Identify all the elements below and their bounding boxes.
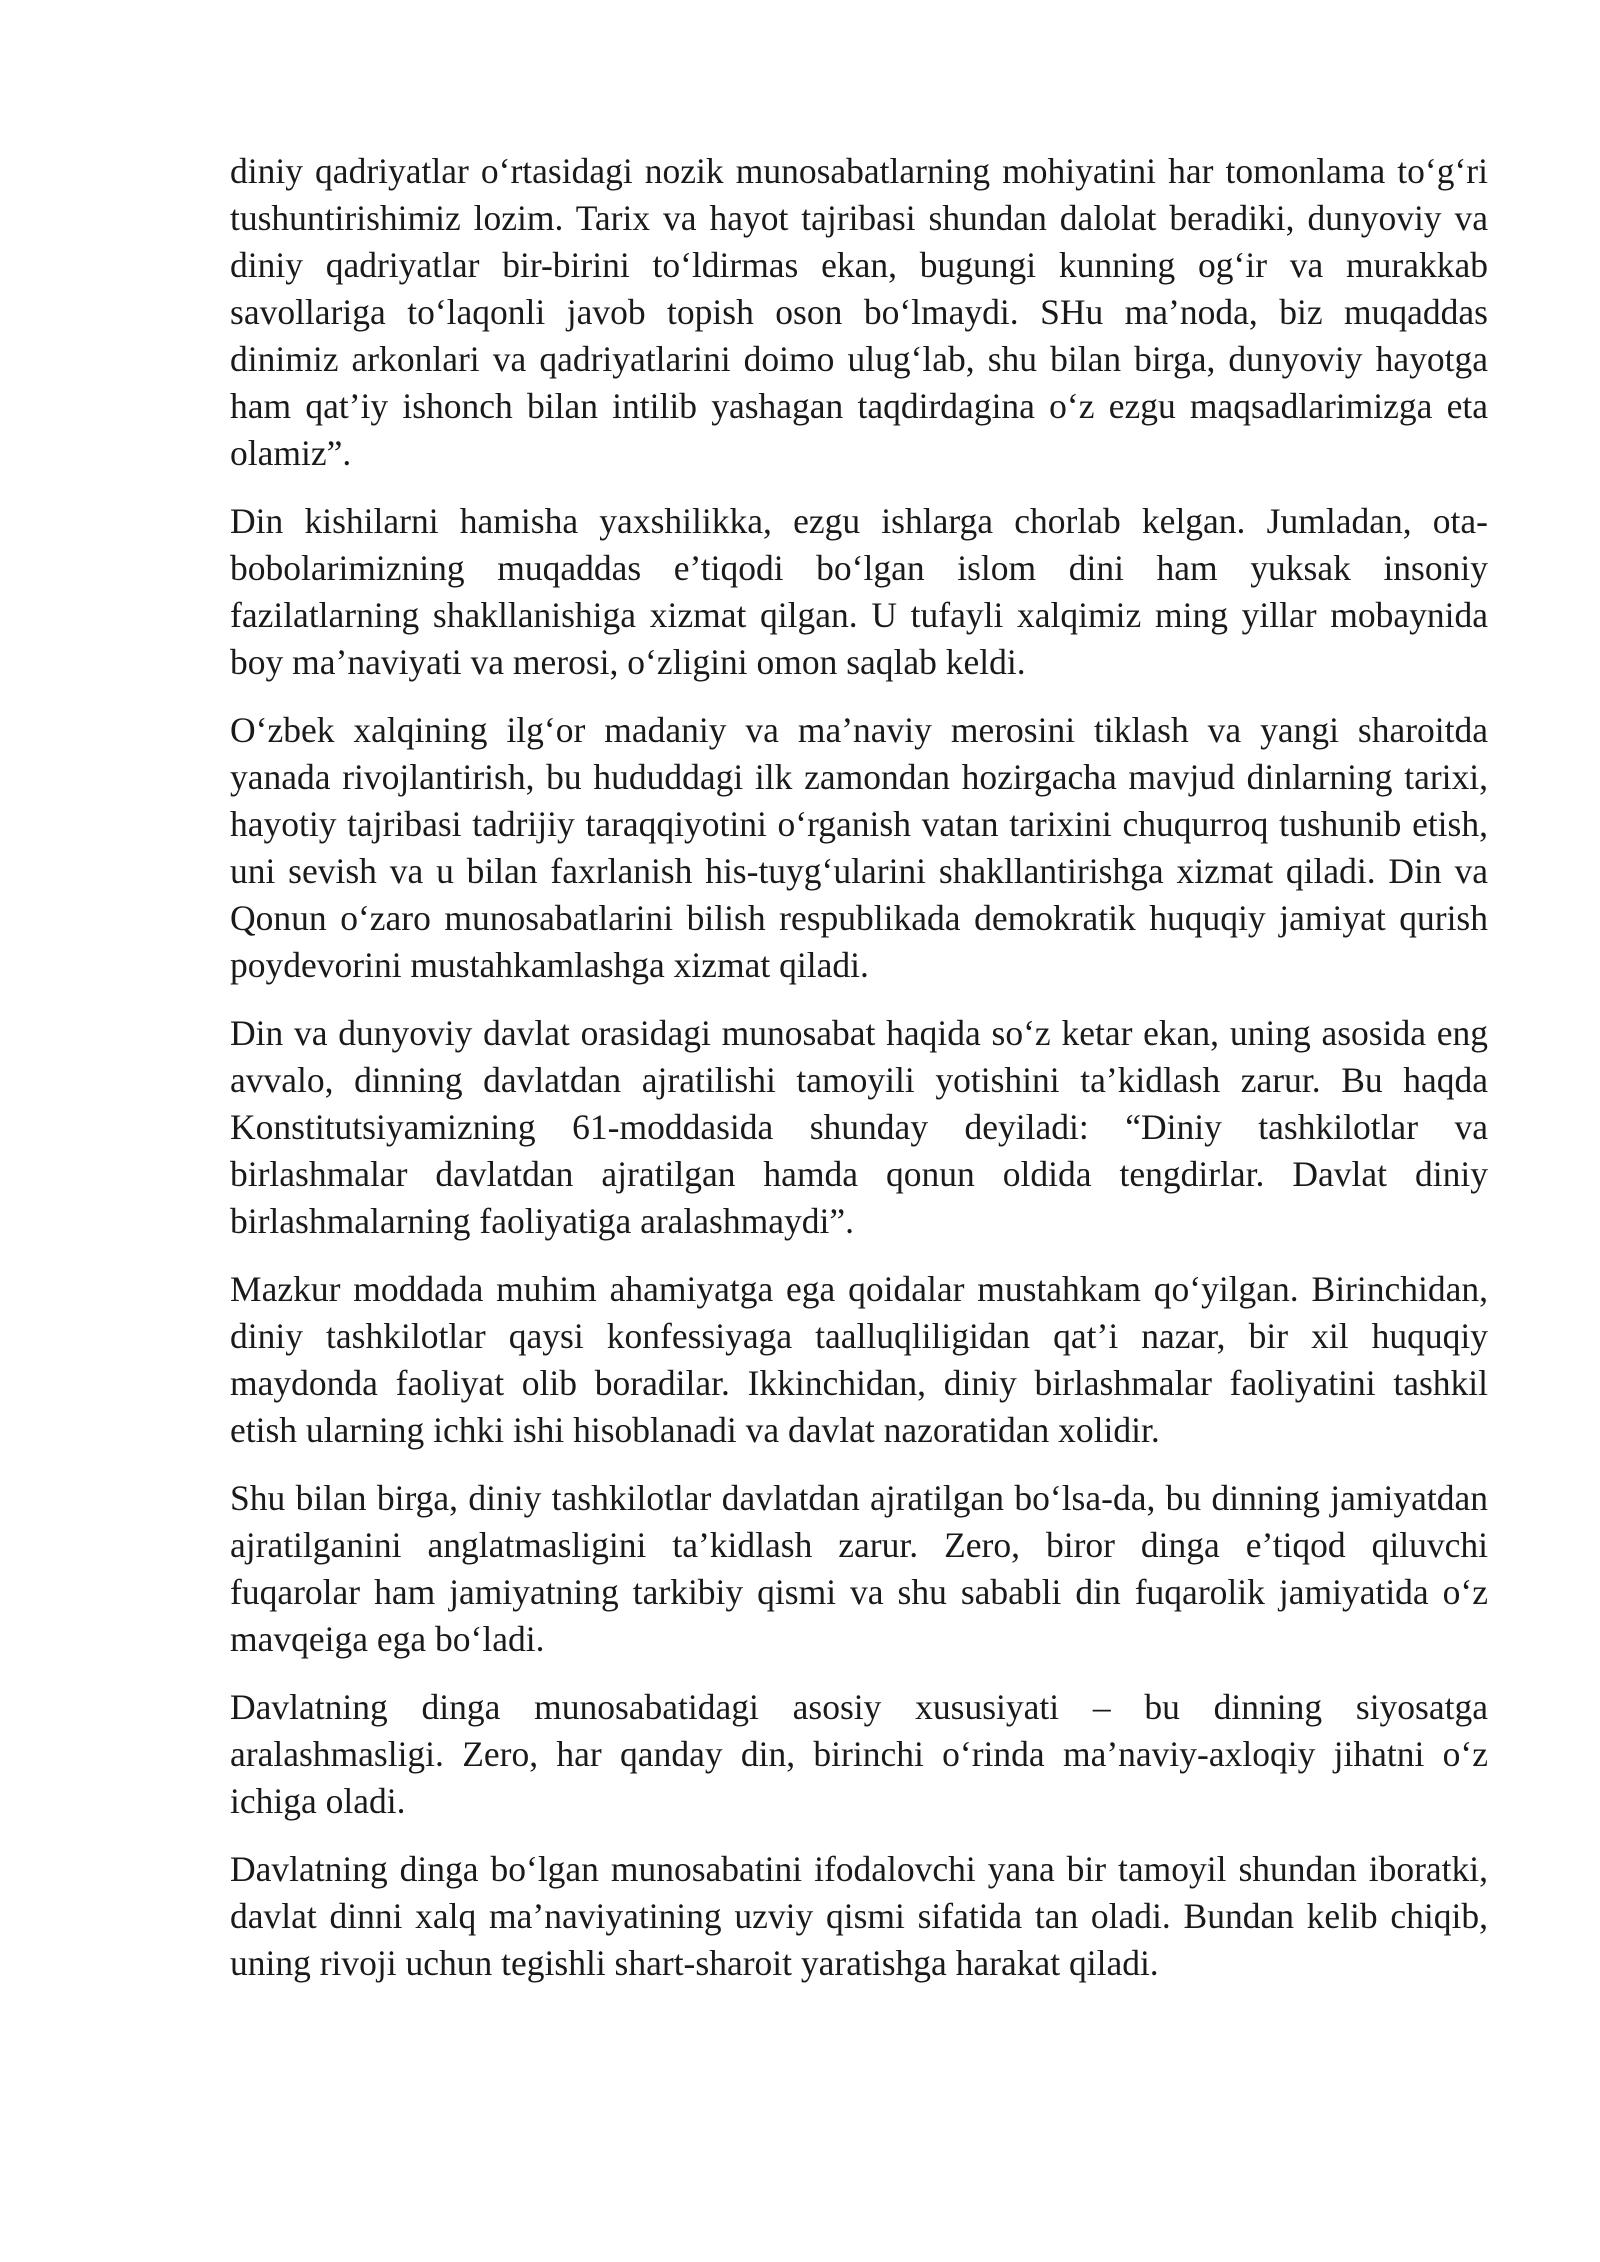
paragraph-5: Mazkur moddada muhim ahamiyatga ega qoidalar mustahkam qo‘yilgan. Birinchidan, diniy tashkilotlar qaysi konfessiyaga taalluqliligidan qat’i nazar, bir xil huquqiy maydonda faoliyat olib boradilar. Ikkinchidan, diniy birlashmalar faoliyatini tashkil etish ularning ichki ishi hisoblanadi va davlat nazoratidan xolidir. [230, 1269, 1488, 1450]
paragraph-3: O‘zbek xalqining ilg‘or madaniy va ma’naviy merosini tiklash va yangi sharoitda yanada rivojlantirish, bu hududdagi ilk zamondan hozirgacha mavjud dinlarning tarixi, hayotiy tajribasi tadrijiy taraqqiyotini o‘rganish vatan tarixini chuqurroq tushunib etish, uni sevish va u bilan faxrlanish his-tuyg‘ularini shakllantirishga xizmat qiladi. Din va Qonun o‘zaro munosabatlarini bilish respublikada demokratik huquqiy jamiyat qurish poydevorini mustahkamlashga xizmat qiladi. [230, 710, 1488, 985]
paragraph-1: diniy qadriyatlar o‘rtasidagi nozik munosabatlarning mohiyatini har tomonlama to‘g‘ri tushuntirishimiz lozim. Tarix va hayot tajribasi shundan dalolat beradiki, dunyoviy va diniy qadriyatlar bir-birini to‘ldirmas ekan, bugungi kunning og‘ir va murakkab savollariga to‘laqonli javob topish oson bo‘lmaydi. SHu ma’noda, biz muqaddas dinimiz arkonlari va qadriyatlarini doimo ulug‘lab, shu bilan birga, dunyoviy hayotga ham qat’iy ishonch bilan intilib yashagan taqdirdagina o‘z ezgu maqsadlarimizga eta olamiz”. [230, 151, 1488, 473]
document-page [230, 148, 1488, 2008]
paragraph-6: Shu bilan birga, diniy tashkilotlar davlatdan ajratilgan bo‘lsa-da, bu dinning jamiyatdan ajratilganini anglatmasligini ta’kidlash zarur. Zero, biror dinga e’tiqod qiluvchi fuqarolar ham jamiyatning tarkibiy qismi va shu sababli din fuqarolik jamiyatida o‘z mavqeiga ega bo‘ladi. [230, 1478, 1488, 1659]
paragraph-4: Din va dunyoviy davlat orasidagi munosabat haqida so‘z ketar ekan, uning asosida eng avvalo, dinning davlatdan ajratilishi tamoyili yotishini ta’kidlash zarur. Bu haqda Konstitutsiyamizning 61-moddasida shunday deyiladi: “Diniy tashkilotlar va birlashmalar davlatdan ajratilgan hamda qonun oldida tengdirlar. Davlat diniy birlashmalarning faoliyatiga aralashmaydi”. [230, 1013, 1488, 1241]
paragraph-7: Davlatning dinga munosabatidagi asosiy xususiyati – bu dinning siyosatga aralashmasligi. Zero, har qanday din, birinchi o‘rinda ma’naviy-axloqiy jihatni o‘z ichiga oladi. [230, 1687, 1488, 1821]
paragraph-2: Din kishilarni hamisha yaxshilikka, ezgu ishlarga chorlab kelgan. Jumladan, ota-bobolarimizning muqaddas e’tiqodi bo‘lgan islom dini ham yuksak insoniy fazilatlarning shakllanishiga xizmat qilgan. U tufayli xalqimiz ming yillar mobaynida boy ma’naviyati va merosi, o‘zligini omon saqlab keldi. [230, 501, 1488, 682]
paragraph-8: Davlatning dinga bo‘lgan munosabatini ifodalovchi yana bir tamoyil shundan iboratki, davlat dinni xalq ma’naviyatining uzviy qismi sifatida tan oladi. Bundan kelib chiqib, uning rivoji uchun tegishli shart-sharoit yaratishga harakat qiladi. [230, 1849, 1488, 1983]
